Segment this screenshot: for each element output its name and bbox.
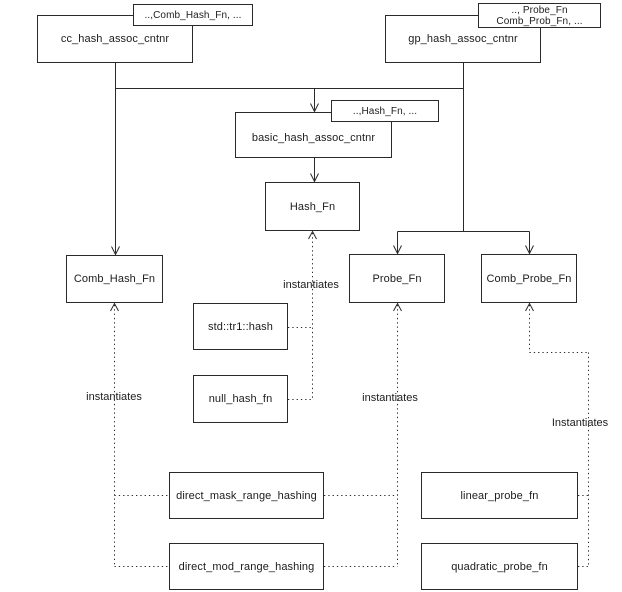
edge-label-comb-hash-instantiates: instantiates [86, 391, 142, 403]
edge-label-hash-instantiates: instantiates [283, 279, 339, 291]
node-gp-template-params [478, 3, 601, 28]
node-label: Probe_Fn [372, 272, 422, 285]
node-probe-fn [349, 254, 445, 303]
node-std-tr1-hash [193, 303, 288, 350]
node-quadratic-probe-fn [421, 543, 578, 590]
instantiation-arrowheads [111, 232, 534, 312]
node-direct-mask-range-hashing [169, 472, 324, 519]
node-label: quadratic_probe_fn [451, 560, 548, 573]
node-null-hash-fn [193, 375, 288, 423]
node-comb-hash-fn [66, 255, 163, 303]
node-label: direct_mod_range_hashing [178, 560, 315, 573]
node-label-line1: .., Probe_Fn [511, 4, 568, 16]
node-label: direct_mask_range_hashing [176, 489, 317, 502]
node-label: gp_hash_assoc_cntnr [408, 33, 518, 45]
node-hash-fn [265, 182, 360, 231]
node-label: Comb_Probe_Fn [486, 272, 572, 285]
node-label: cc_hash_assoc_cntnr [60, 33, 170, 45]
node-label: ..,Comb_Hash_Fn, ... [144, 9, 242, 21]
edge-label-comb-probe-instantiates: Instantiates [551, 417, 609, 429]
node-basic-template-params [331, 100, 439, 122]
node-label: null_hash_fn [208, 393, 273, 405]
node-label-line2: Comb_Prob_Fn, ... [496, 15, 583, 27]
edge-label-probe-instantiates: instantiates [362, 392, 418, 404]
node-label: linear_probe_fn [460, 489, 539, 502]
node-label: basic_hash_assoc_cntnr [251, 132, 376, 144]
node-direct-mod-range-hashing [169, 543, 324, 590]
node-label: Comb_Hash_Fn [73, 273, 156, 285]
node-label: ..,Hash_Fn, ... [352, 105, 418, 117]
node-cc-template-params [133, 4, 253, 26]
node-linear-probe-fn [421, 472, 578, 519]
node-label: std::tr1::hash [208, 320, 273, 333]
node-comb-probe-fn [481, 254, 577, 303]
node-label: Hash_Fn [289, 200, 336, 213]
